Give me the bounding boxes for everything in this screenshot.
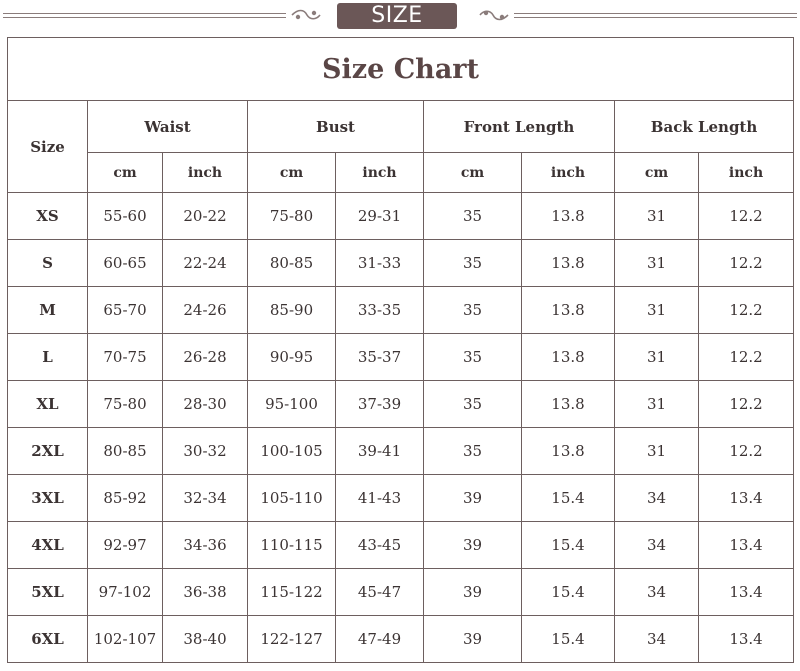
table-cell: 15.4 xyxy=(522,522,615,569)
table-cell: 35 xyxy=(424,193,522,240)
table-cell: 24-26 xyxy=(163,287,248,334)
table-cell: 47-49 xyxy=(336,616,424,663)
table-cell: 31 xyxy=(615,240,699,287)
table-row xyxy=(8,287,794,334)
table-cell: 34 xyxy=(615,569,699,616)
size-chart-table xyxy=(7,37,794,663)
table-cell: 35-37 xyxy=(336,334,424,381)
size-cell: S xyxy=(8,240,88,287)
chart-title: Size Chart xyxy=(8,38,794,101)
table-cell: 60-65 xyxy=(88,240,163,287)
table-cell: 12.2 xyxy=(699,240,794,287)
table-cell: 102-107 xyxy=(88,616,163,663)
table-cell: 13.8 xyxy=(522,287,615,334)
table-cell: 13.8 xyxy=(522,428,615,475)
table-cell: 70-75 xyxy=(88,334,163,381)
table-cell: 31 xyxy=(615,428,699,475)
waist-header: Waist xyxy=(88,101,248,153)
unit-header: cm xyxy=(424,153,522,193)
table-cell: 13.8 xyxy=(522,240,615,287)
table-cell: 32-34 xyxy=(163,475,248,522)
bust-header: Bust xyxy=(248,101,424,153)
size-cell: M xyxy=(8,287,88,334)
table-cell: 45-47 xyxy=(336,569,424,616)
table-cell: 15.4 xyxy=(522,569,615,616)
size-cell: L xyxy=(8,334,88,381)
table-cell: 97-102 xyxy=(88,569,163,616)
table-cell: 31 xyxy=(615,193,699,240)
table-cell: 13.4 xyxy=(699,475,794,522)
table-cell: 85-92 xyxy=(88,475,163,522)
unit-header: inch xyxy=(163,153,248,193)
unit-header: cm xyxy=(615,153,699,193)
unit-header: cm xyxy=(88,153,163,193)
left-rule-bottom xyxy=(3,17,286,18)
table-row xyxy=(8,522,794,569)
table-cell: 31-33 xyxy=(336,240,424,287)
table-cell: 35 xyxy=(424,381,522,428)
table-cell: 13.8 xyxy=(522,334,615,381)
size-cell: 3XL xyxy=(8,475,88,522)
table-cell: 39 xyxy=(424,569,522,616)
table-cell: 92-97 xyxy=(88,522,163,569)
table-cell: 35 xyxy=(424,240,522,287)
table-cell: 55-60 xyxy=(88,193,163,240)
table-row xyxy=(8,428,794,475)
header-banner xyxy=(0,0,800,32)
table-cell: 85-90 xyxy=(248,287,336,334)
table-cell: 39 xyxy=(424,475,522,522)
right-rule-top xyxy=(514,13,797,14)
table-cell: 35 xyxy=(424,334,522,381)
size-cell: XS xyxy=(8,193,88,240)
table-cell: 80-85 xyxy=(88,428,163,475)
table-cell: 12.2 xyxy=(699,193,794,240)
table-row xyxy=(8,475,794,522)
table-row xyxy=(8,334,794,381)
table-row xyxy=(8,381,794,428)
unit-header: inch xyxy=(699,153,794,193)
table-cell: 95-100 xyxy=(248,381,336,428)
table-cell: 34-36 xyxy=(163,522,248,569)
table-cell: 115-122 xyxy=(248,569,336,616)
table-cell: 39 xyxy=(424,616,522,663)
table-cell: 80-85 xyxy=(248,240,336,287)
size-rows xyxy=(8,193,794,663)
table-cell: 65-70 xyxy=(88,287,163,334)
size-column-header: Size xyxy=(8,101,88,193)
table-cell: 43-45 xyxy=(336,522,424,569)
table-cell: 26-28 xyxy=(163,334,248,381)
table-cell: 31 xyxy=(615,334,699,381)
table-cell: 13.4 xyxy=(699,616,794,663)
table-row xyxy=(8,240,794,287)
table-cell: 29-31 xyxy=(336,193,424,240)
table-cell: 31 xyxy=(615,287,699,334)
table-cell: 75-80 xyxy=(88,381,163,428)
table-cell: 20-22 xyxy=(163,193,248,240)
table-cell: 34 xyxy=(615,616,699,663)
table-row xyxy=(8,616,794,663)
table-cell: 12.2 xyxy=(699,287,794,334)
table-cell: 33-35 xyxy=(336,287,424,334)
size-cell: XL xyxy=(8,381,88,428)
table-cell: 30-32 xyxy=(163,428,248,475)
table-cell: 22-24 xyxy=(163,240,248,287)
unit-header: inch xyxy=(522,153,615,193)
front-length-header: Front Length xyxy=(424,101,615,153)
size-cell: 4XL xyxy=(8,522,88,569)
size-cell: 5XL xyxy=(8,569,88,616)
table-cell: 122-127 xyxy=(248,616,336,663)
table-cell: 28-30 xyxy=(163,381,248,428)
table-cell: 36-38 xyxy=(163,569,248,616)
table-cell: 15.4 xyxy=(522,475,615,522)
table-cell: 110-115 xyxy=(248,522,336,569)
table-cell: 35 xyxy=(424,287,522,334)
table-cell: 75-80 xyxy=(248,193,336,240)
left-rule-top xyxy=(3,13,286,14)
size-cell: 2XL xyxy=(8,428,88,475)
table-cell: 34 xyxy=(615,522,699,569)
table-cell: 12.2 xyxy=(699,428,794,475)
table-cell: 39-41 xyxy=(336,428,424,475)
table-cell: 37-39 xyxy=(336,381,424,428)
table-cell: 90-95 xyxy=(248,334,336,381)
unit-header: cm xyxy=(248,153,336,193)
table-cell: 13.4 xyxy=(699,569,794,616)
table-cell: 39 xyxy=(424,522,522,569)
table-cell: 13.8 xyxy=(522,193,615,240)
table-cell: 38-40 xyxy=(163,616,248,663)
table-cell: 13.8 xyxy=(522,381,615,428)
size-cell: 6XL xyxy=(8,616,88,663)
table-row xyxy=(8,569,794,616)
table-cell: 12.2 xyxy=(699,381,794,428)
table-cell: 12.2 xyxy=(699,334,794,381)
table-cell: 34 xyxy=(615,475,699,522)
table-cell: 15.4 xyxy=(522,616,615,663)
table-row xyxy=(8,193,794,240)
unit-header: inch xyxy=(336,153,424,193)
right-rule-bottom xyxy=(514,17,797,18)
table-cell: 31 xyxy=(615,381,699,428)
table-cell: 41-43 xyxy=(336,475,424,522)
right-flourish-icon xyxy=(476,7,510,23)
table-cell: 105-110 xyxy=(248,475,336,522)
table-cell: 100-105 xyxy=(248,428,336,475)
left-flourish-icon xyxy=(290,7,324,23)
size-tag: SIZE xyxy=(337,3,457,29)
back-length-header: Back Length xyxy=(615,101,794,153)
table-cell: 13.4 xyxy=(699,522,794,569)
table-cell: 35 xyxy=(424,428,522,475)
